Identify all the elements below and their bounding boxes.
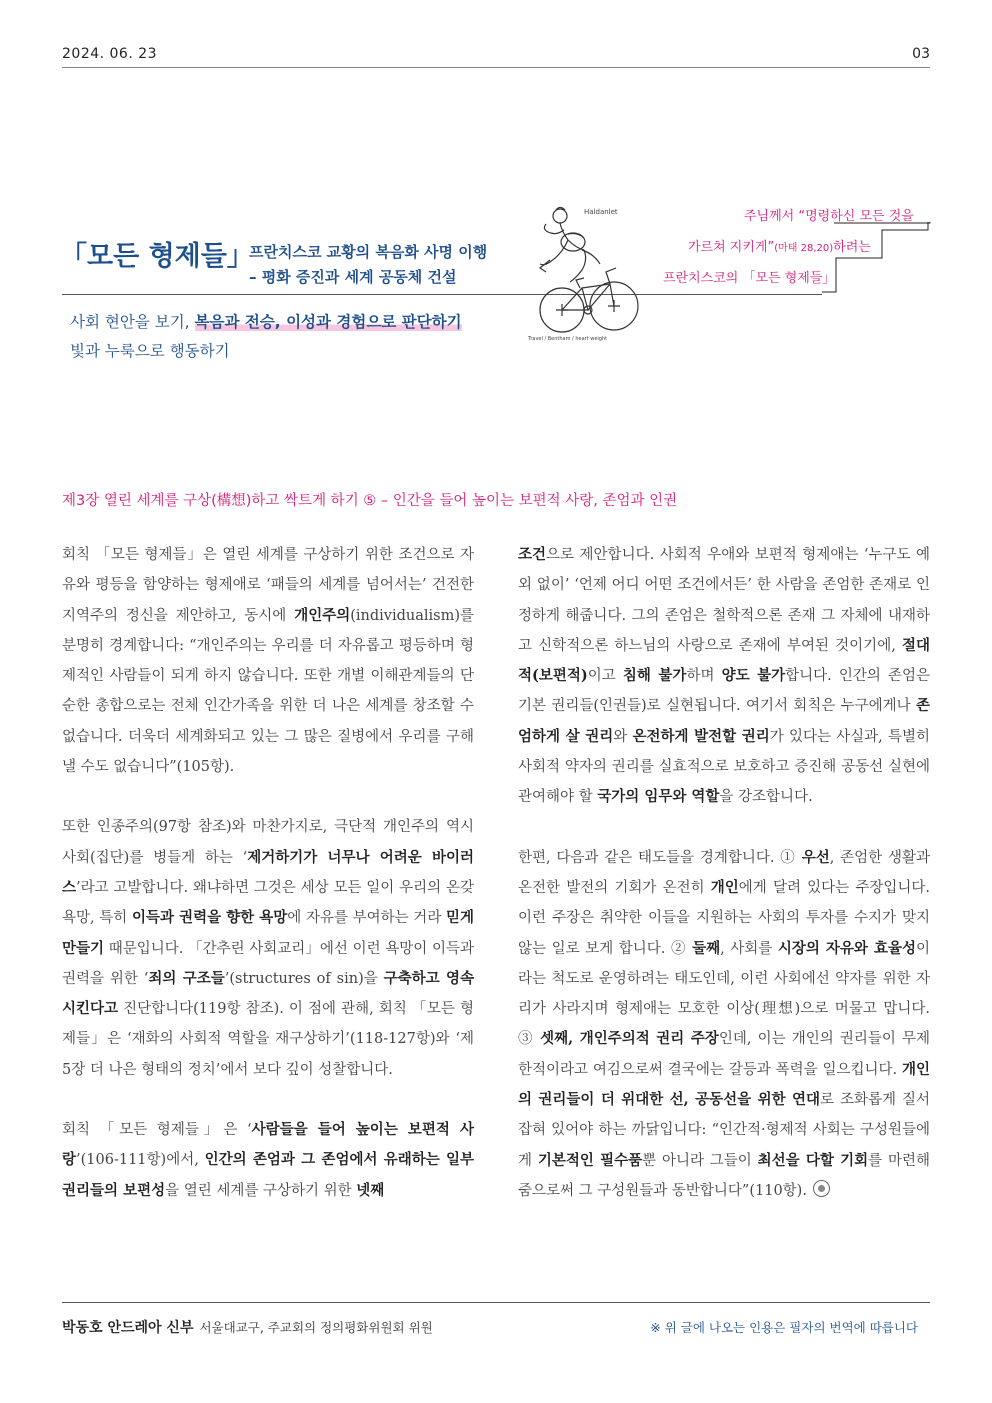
author-credit [62,1317,433,1337]
series-title: 「모든 형제들」 [60,241,254,272]
issue-date: 2024. 06. 23 [62,46,158,62]
tagline-highlight: 복음과 전승, 이성과 경험으로 판단하기 [194,313,462,331]
tagline [70,308,462,366]
cyclist-illustration [526,202,644,352]
illustration-caption-bottom: Travel / Bentham / heart weight [528,336,608,342]
article-column-left [62,540,474,1236]
series-subtitle [249,240,487,290]
page-number: 03 [912,46,930,62]
subtitle-line-1: 프란치스코 교황의 복음화 사명 이행 [249,243,488,261]
author-name: 박동호 안드레아 신부 [62,1320,194,1336]
paragraph: 또한 인종주의(97항 참조)와 마찬가지로, 극단적 개인주의 역시 사회(집단)를 병들게 하는 ‘제거하기가 너무나 어려운 바이러스’라고 고발합니다. 왜냐하면 그것은 세상 모든 일이 우리의 온갖 욕망, 특히 이득과 권력을 향한 욕망에 자유를 부여하는 거라 믿게 만들기 때문입니다. 「간추린 사회교리」에선 이런 욕망이 이득과 권력을 위한 ‘죄의 구조들’(structures of sin)을 구축하고 영속시킨다고 진단합니다(119항 참조). 이 점에 관해, 회칙 「모든 형제들」은 ‘재화의 사회적 역할을 재구상하기’(118-127항)와 ‘제5장 더 나은 형태의 정치’에서 보다 깊이 성찰합니다. [62,819,474,1078]
translation-note: ※ 위 글에 나오는 인용은 필자의 번역에 따릅니다 [650,1320,918,1335]
subtitle-line-2: – 평화 증진과 세계 공동체 건설 [249,268,457,286]
paragraph: 회칙 「모든 형제들」은 ‘사람들을 들어 높이는 보편적 사랑’(106-111항)에서, 인간의 존엄과 그 존엄에서 유래하는 일부 권리들의 보편성을 열린 세계를 구상하기 위한 넷째 [62,1121,475,1199]
illustration-caption-top: Haldanlet [584,208,618,216]
stair-line-3: 프란치스코의 「모든 형제들」 [663,271,836,286]
tagline-prefix: 사회 현안을 보기, [70,313,195,331]
paragraph: 조건으로 제안합니다. 사회적 우애와 보편적 형제애는 ‘누구도 예외 없이’ ‘언제 어디 어떤 조건에서든’ 한 사람을 존엄한 존재로 인정하게 해줍니다. 그의 존엄은 철학적으론 존재 그 자체에 내재하고 신학적으론 하느님의 사랑으로 존재에 부여된 것이기에, 절대적(보편적)이고 침해 불가하며 양도 불가합니다. 인간의 존엄은 기본 권리들(인권들)로 실현됩니다. 여기서 회칙은 누구에게나 존엄하게 살 권리와 온전하게 발전할 권리가 있다는 사실과, 특별히 사회적 약자의 권리를 실효적으로 보호하고 증진해 공동선 실현에 관여해야 할 국가의 임무와 역할을 강조합니다. [518,546,931,806]
paragraph: 한편, 다음과 같은 태도들을 경계합니다. ① 우선, 존엄한 생활과 온전한 발전의 기회가 온전히 개인에게 달려 있다는 주장입니다. 이런 주장은 취약한 이들을 지원하는 사회의 투자를 수지가 맞지 않는 일로 보게 합니다. ② 둘째, 사회를 시장의 자유와 효율성이라는 척도로 운영하려는 태도인데, 이런 사회에선 약자를 위한 자리가 사라지며 형제애는 모호한 이상(理想)으로 머물고 맙니다. ③ 셋째, 개인주의적 권리 주장인데, 이는 개인의 권리들이 무제한적이라고 여김으로써 결국에는 갈등과 폭력을 일으킵니다. 개인의 권리들이 더 위대한 선, 공동선을 위한 연대로 조화롭게 질서 잡혀 있어야 하는 까닭입니다: “인간적·형제적 사회는 구성원들에게 기본적인 필수품뿐 아니라 그들이 최선을 다할 기회를 마련해줌으로써 그 구성원들과 동반합니다”(110항). [518,848,930,1199]
paragraph: 회칙 「모든 형제들」은 열린 세계를 구상하기 위한 조건으로 자유와 평등을 함양하는 형제애로 ‘패들의 세계를 넘어서는’ 건전한 지역주의 정신을 제안하고, 동시에 개인주의(individualism)를 분명히 경계합니다: “개인주의는 우리를 더 자유롭고 평등하며 형제적인 사람들이 되게 하지 않습니다. 또한 개별 이해관계들의 단순한 총합으로는 전체 인간가족을 위한 더 나은 세계를 창조할 수 없습니다. 더욱더 세계화되고 있는 그 많은 질병에서 우리를 구해낼 수도 없습니다”(105항). [62,547,474,776]
stair-line-2: 가르쳐 지키게”(마태 28,20)하려는 [688,240,871,255]
tagline-line-2: 빛과 누룩으로 행동하기 [70,342,230,360]
author-role: 서울대교구, 주교회의 정의평화위원회 위원 [199,1320,433,1335]
article-column-right [518,540,930,1236]
stair-line-1: 주님께서 “명령하신 모든 것을 [744,209,914,224]
footer-rule [62,1302,930,1303]
staircase-outline [660,222,936,298]
end-mark-icon [813,1180,830,1197]
chapter-heading: 제3장 열린 세계를 구상(構想)하고 싹트게 하기 ⑤ – 인간을 들어 높이는 보편적 사랑, 존엄과 인권 [62,493,678,509]
header-rule [62,67,930,68]
